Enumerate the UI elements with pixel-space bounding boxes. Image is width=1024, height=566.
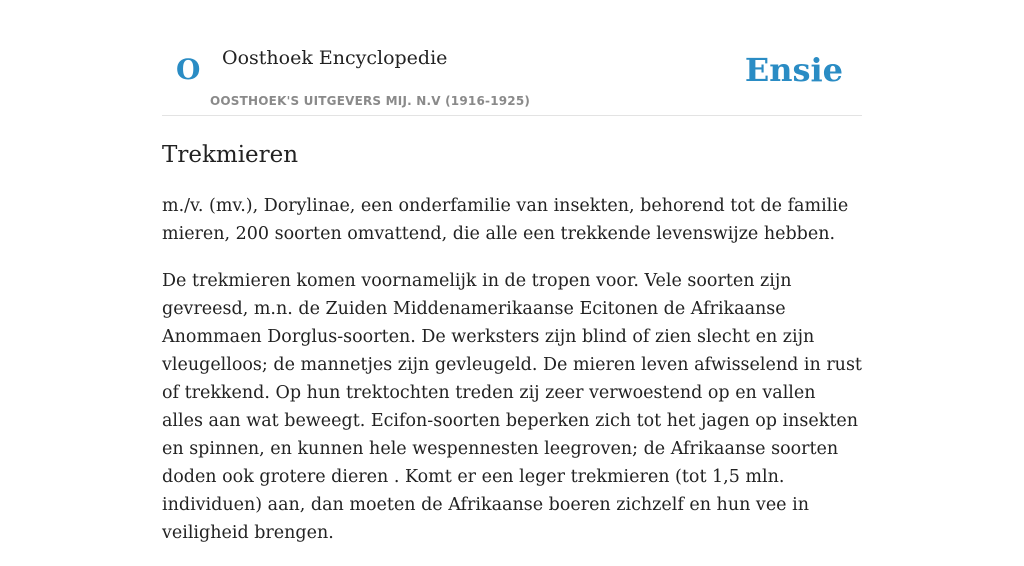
site-header <box>162 0 862 116</box>
ensie-logo-link[interactable]: Ensie <box>744 51 843 89</box>
encyclopedia-title[interactable]: Oosthoek Encyclopedie <box>222 47 448 69</box>
publisher-subtitle: OOSTHOEK'S UITGEVERS MIJ. N.V (1916-1925) <box>210 94 531 108</box>
article-paragraph: m./v. (mv.), Dorylinae, een onderfamilie van insekten, behorend tot de familie mieren, 200 soorten omvattend, die alle een trekkende levenswijze hebben. <box>162 196 849 244</box>
encyclopedia-letter-icon: O <box>176 53 201 86</box>
article-body <box>162 192 862 566</box>
article-title: Trekmieren <box>162 142 299 168</box>
article-paragraph: De trekmieren komen voornamelijk in de tropen voor. Vele soorten zijn gevreesd, m.n. de Zuiden Middenamerikaanse Ecitonen de Afrikaanse Anommaen Dorglus-soorten. De werksters zijn blind of zien slecht en zijn vleugelloos; de mannetjes zijn gevleugeld. De mieren leven afwisselend in rust of trekkend. Op hun trektochten treden zij zeer verwoestend op en vallen alles aan wat beweegt. Ecifon-soorten beperken zich tot het jagen op insekten en spinnen, en kunnen hele wespennesten leegroven; de Afrikaanse soorten doden ook grotere dieren . Komt er een leger trekmieren (tot 1,5 mln. individuen) aan, dan moeten de Afrikaanse boeren zichzelf en hun vee in veiligheid brengen. <box>162 271 862 543</box>
